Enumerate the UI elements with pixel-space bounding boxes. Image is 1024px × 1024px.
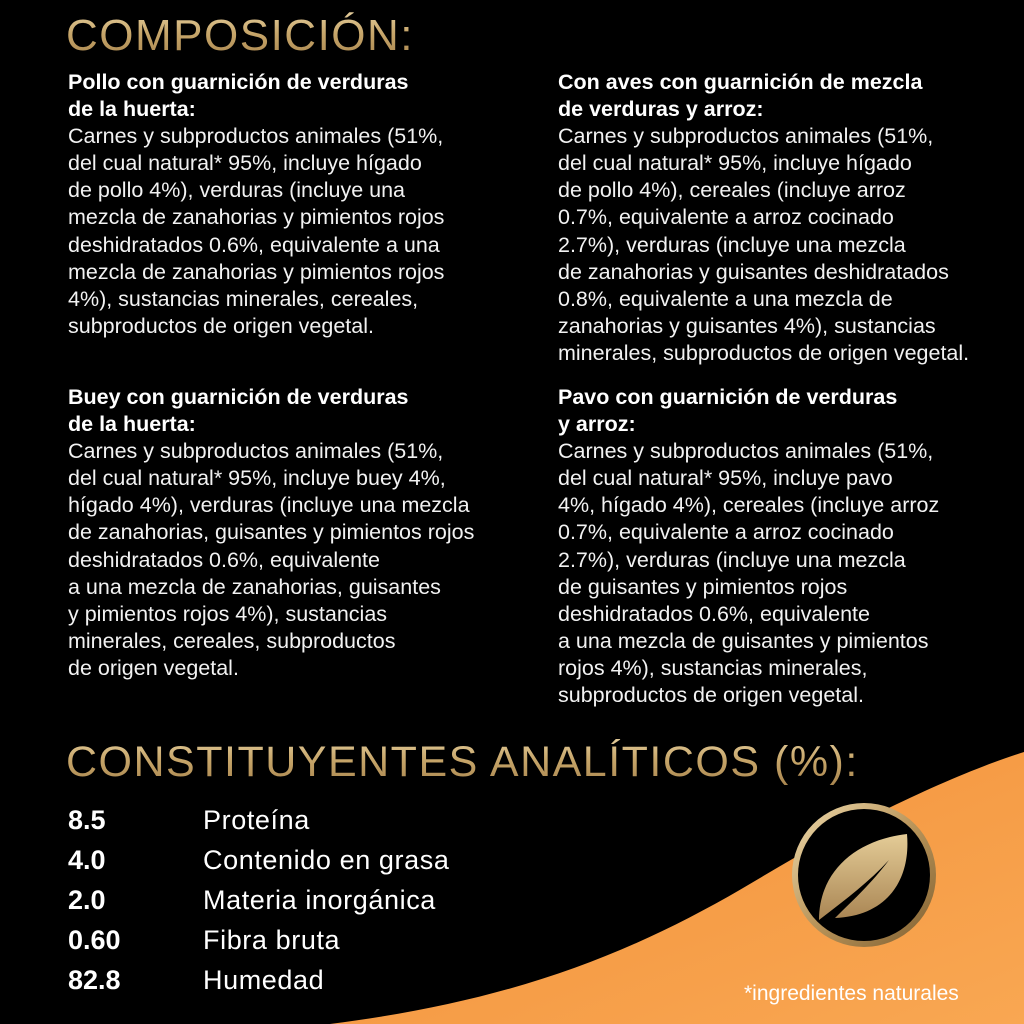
recipe-block-pollo <box>68 69 444 340</box>
recipe-ingredients: Carnes y subproductos animales (51%, del cual natural* 95%, incluye hígado de pollo 4%), verduras (incluye una mezcla de zanahorias y pimientos rojos deshidratados 0.6%, equivalente a una mezcla de zanahorias y pimientos rojos 4%), sustancias minerales, cereales, subproductos de origen vegetal. <box>68 124 445 338</box>
analytics-row <box>68 880 449 920</box>
recipe-title: Con aves con guarnición de mezcla de verduras y arroz: <box>558 70 923 122</box>
recipe-title: Buey con guarnición de verduras de la huerta: <box>68 385 409 437</box>
recipe-title: Pavo con guarnición de verduras y arroz: <box>558 385 898 437</box>
analytics-table <box>68 800 449 1000</box>
analytics-heading: CONSTITUYENTES ANALÍTICOS (%): <box>66 734 859 790</box>
recipe-ingredients: Carnes y subproductos animales (51%, del cual natural* 95%, incluye pavo 4%, hígado 4%), cereales (incluye arroz 0.7%, equivalente a arroz cocinado 2.7%), verduras (incluye una mezcla de guisantes y pimientos rojos deshidratados 0.6%, equivalente a una mezcla de guisantes y pimientos rojos 4%), sustancias minerales, subproductos de origen vegetal. <box>558 439 940 708</box>
footnote: *ingredientes naturales <box>744 982 959 1005</box>
analytics-label: Humedad <box>203 964 325 995</box>
analytics-row <box>68 800 449 840</box>
recipe-ingredients: Carnes y subproductos animales (51%, del cual natural* 95%, incluye hígado de pollo 4%), cereales (incluye arroz 0.7%, equivalente a arroz cocinado 2.7%), verduras (incluye una mezcla de zanahorias y guisantes deshidratados 0.8%, equivalente a una mezcla de zanahorias y guisantes 4%), sustancias minerales, subproductos de origen vegetal. <box>558 124 970 365</box>
analytics-value: 2.0 <box>68 884 106 915</box>
recipe-block-aves <box>558 69 969 367</box>
recipe-block-pavo <box>558 384 939 709</box>
analytics-label: Contenido en grasa <box>203 844 450 875</box>
analytics-value: 8.5 <box>68 804 106 835</box>
analytics-label: Materia inorgánica <box>203 884 436 915</box>
leaf-icon <box>789 800 939 950</box>
recipe-block-buey <box>68 384 474 682</box>
analytics-label: Proteína <box>203 804 310 835</box>
composition-heading: COMPOSICIÓN: <box>66 8 414 64</box>
analytics-row <box>68 840 449 880</box>
analytics-value: 4.0 <box>68 844 106 875</box>
analytics-row <box>68 960 449 1000</box>
recipe-ingredients: Carnes y subproductos animales (51%, del cual natural* 95%, incluye buey 4%, hígado 4%), verduras (incluye una mezcla de zanahorias, guisantes y pimientos rojos deshidratados 0.6%, equivalente a una mezcla de zanahorias, guisantes y pimientos rojos 4%), sustancias minerales, cereales, subproductos de origen vegetal. <box>68 439 475 680</box>
analytics-value: 0.60 <box>68 924 121 955</box>
analytics-row <box>68 920 449 960</box>
analytics-value: 82.8 <box>68 964 121 995</box>
recipe-title: Pollo con guarnición de verduras de la huerta: <box>68 70 409 122</box>
analytics-label: Fibra bruta <box>203 924 341 955</box>
